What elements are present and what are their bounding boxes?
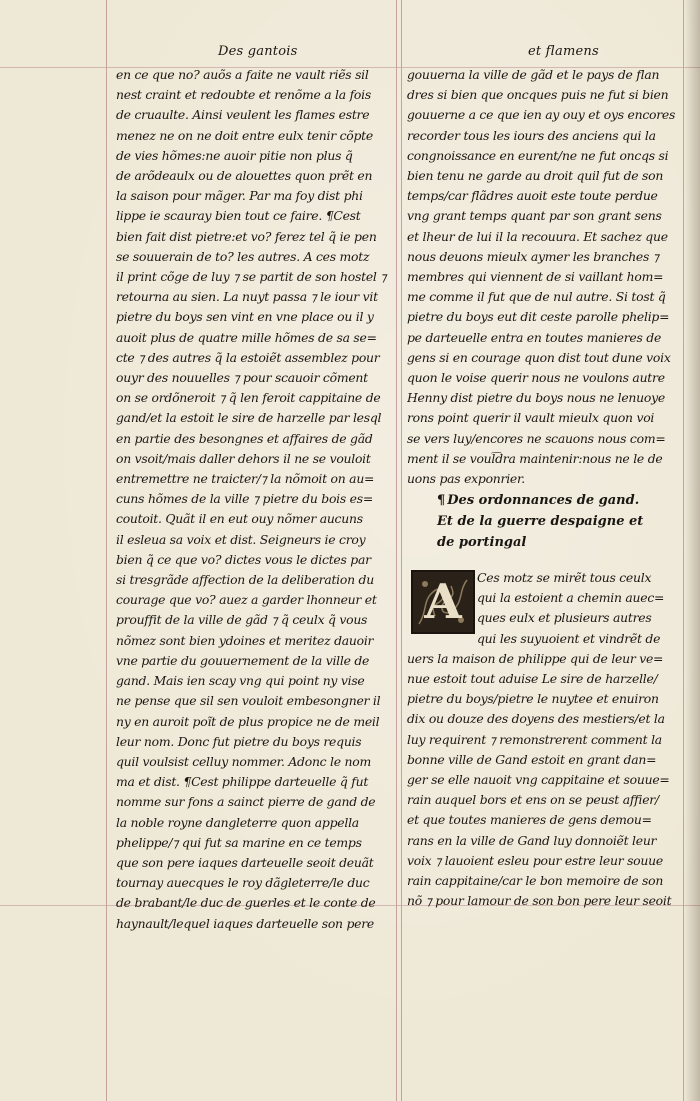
text-line: uons pas exponrier. (407, 471, 525, 487)
text-line: nõ ⁊ pour lamour de son bon pere leur seoit (407, 893, 672, 909)
text-line: vne partie du gouuernement de la ville de (116, 652, 370, 668)
text-line: rain auquel bors et ens on se peust affier/ (407, 792, 659, 808)
text-line: de arõdeaulx ou de alouettes quon prẽt en (116, 168, 373, 184)
gutter-rule-right (401, 0, 402, 1101)
running-header-left: Des gantois (218, 44, 298, 59)
text-line: gand. Mais ien scay vng qui point ny vise (116, 673, 365, 689)
text-line: ma et dist. ¶Cest philippe darteuelle q̃ fut (116, 774, 369, 790)
text-line: retourna au sien. La nuyt passa ⁊ le iour vit (116, 289, 378, 305)
text-line: prouffit de la ville de gãd ⁊ q̃ ceulx q̃ vous (116, 612, 368, 628)
text-line: de cruaulte. Ainsi veulent les flames estre (116, 107, 370, 123)
chapter-body-text (407, 568, 679, 911)
text-line: quon le voise querir nous ne voulons autre (407, 370, 665, 386)
text-line: ques eulx et plusieurs autres (477, 610, 652, 626)
text-line: rons point querir il vault mieulx quon voi (407, 410, 655, 426)
text-line: de brabant/le duc de guerles et le conte de (116, 895, 376, 911)
text-line: nous deuons mieulx aymer les branches ⁊ (407, 248, 659, 264)
text-line: qui les suyuoient et vindrẽt de (477, 630, 661, 646)
text-line: nue estoit tout aduise Le sire de harzelle/ (407, 671, 658, 687)
text-line: dix ou douze des doyens des mestiers/et la (407, 711, 665, 727)
chapter-heading-line: ¶ Des ordonnances de gand. (437, 490, 677, 511)
text-line: pe darteuelle entra en toutes manieres de (407, 329, 662, 345)
text-line: nõmez sont bien ydoines et meritez dauoir (116, 632, 374, 648)
text-line: se souuerain de to? les autres. A ces motz (116, 248, 370, 264)
text-line: membres qui viennent de si vaillant hom= (407, 269, 664, 285)
right-text-column (407, 65, 679, 489)
text-line: menez ne on ne doit entre eulx tenir cõpte (116, 127, 373, 143)
margin-rule-left (106, 0, 107, 1101)
text-line: bien q̃ ce que vo? dictes vous le dictes par (116, 551, 371, 567)
text-line: ny en auroit poĩt de plus propice ne de meil (116, 713, 380, 729)
text-line: congnoissance en eurent/ne ne fut oncqs si (407, 147, 669, 163)
text-line: on se ordõneroit ⁊ q̃ len feroit cappitaine de (116, 390, 381, 406)
text-line: cuns hõmes de la ville ⁊ pietre du bois es= (116, 491, 373, 507)
text-line: gouuerne a ce que ien ay ouy et oys encores (407, 107, 676, 123)
text-line: me comme il fut que de nul autre. Si tost q̃ (407, 289, 666, 305)
text-line: gens si en courage quon dist tout dune voix (407, 349, 671, 365)
text-line: leur nom. Donc fut pietre du boys requis (116, 733, 362, 749)
text-line: cte ⁊ des autres q̃ la estoiẽt assemblez pour (116, 349, 380, 365)
page-edge-shadow (684, 0, 700, 1101)
text-line: entremettre ne traicter/⁊ la nõmoit on au= (116, 471, 375, 487)
running-header-right: et flamens (528, 44, 599, 59)
text-line: voix ⁊ lauoient esleu pour estre leur souue (407, 852, 663, 868)
text-line: nomme sur fons a sainct pierre de gand de (116, 794, 376, 810)
text-line: pietre du boys eut dit ceste parolle phelip= (407, 309, 670, 325)
text-line: phelippe/⁊ qui fut sa marine en ce temps (116, 834, 362, 850)
text-line: gouuerna la ville de gãd et le pays de flan (407, 67, 660, 82)
text-line: et lheur de lui il la recouura. Et sachez que (407, 228, 668, 244)
text-line: pietre du boys/pietre le nuytee et enuiron (407, 691, 659, 707)
chapter-heading-line: Et de la guerre despaigne et (437, 514, 644, 530)
text-line: gand/et la estoit le sire de harzelle par lesql (116, 410, 382, 426)
text-line: bien fait dist pietre:et vo? ferez tel q̃ ie pen (116, 228, 377, 244)
text-line: ger se elle nauoit vng cappitaine et souue= (407, 772, 670, 788)
text-line: on vsoit/mais daller dehors il ne se vouloit (116, 450, 371, 466)
text-line: bonne ville de Gand estoit en grant dan= (407, 751, 657, 767)
text-line: il esleua sa voix et dist. Seigneurs ie croy (116, 531, 366, 547)
chapter-heading-line: de portingal (437, 535, 527, 551)
text-line: si tresgrãde affection de la deliberation du (116, 572, 374, 588)
text-line: courage que vo? auez a garder lhonneur et (116, 592, 377, 608)
text-line: que son pere iaques darteuelle seoit deuãt (116, 854, 374, 870)
text-line: se vers luy/encores ne scauons nous com= (407, 430, 666, 446)
text-line: bien tenu ne garde au droit quil fut de son (407, 168, 664, 184)
text-line: temps/car flãdres auoit este toute perdue (407, 188, 658, 204)
pilcrow-icon: ¶ (437, 493, 446, 508)
text-line: quil voulsist celluy nommer. Adonc le nom (116, 753, 371, 769)
text-line: Ces motz se mirẽt tous ceulx (477, 570, 652, 585)
text-line: auoit plus de quatre mille hõmes de sa se= (116, 329, 377, 345)
text-line: nest craint et redoubte et renõme a la fois (116, 87, 371, 103)
text-line: uers la maison de philippe qui de leur ve= (407, 650, 664, 666)
chapter-heading (437, 490, 677, 554)
text-line: en ce que no? auõs a faite ne vault riẽs sil (116, 67, 369, 82)
text-line: ouyr des nouuelles ⁊ pour scauoir cõment (116, 370, 368, 386)
text-line: la saison pour mãger. Par ma foy dist phi (116, 188, 363, 204)
text-line: la noble royne dangleterre quon appella (116, 814, 359, 830)
text-line: il print cõge de luy ⁊ se partit de son hostel ⁊ (116, 269, 387, 285)
text-line: haynault/lequel iaques darteuelle son pere (116, 915, 374, 931)
text-line: dres si bien que oncques puis ne fut si bien (407, 87, 669, 103)
text-line: et que toutes manieres de gens demou= (407, 812, 652, 828)
text-line: pietre du boys sen vint en vne place ou il y (116, 309, 374, 325)
text-line: ment il se voul͡dra maintenir:nous ne le de (407, 450, 663, 466)
text-line: ne pense que sil sen vouloit embesongner il (116, 693, 381, 709)
text-line: lippe ie scauray bien tout ce faire. ¶Cest (116, 208, 361, 224)
text-line: rans en la ville de Gand luy donnoiẽt leur (407, 832, 657, 848)
text-line: luy requirent ⁊ remonstrerent comment la (407, 731, 662, 747)
text-line: coutoit. Quãt il en eut ouy nõmer aucuns (116, 511, 363, 527)
text-line: Henny dist pietre du boys nous ne lenuoye (407, 390, 665, 406)
text-line: de vies hõmes:ne auoir pitie non plus q̃ (116, 147, 353, 163)
left-text-column (116, 65, 390, 934)
text-line: recorder tous les iours des anciens qui la (407, 127, 656, 143)
initial-letter: A (424, 574, 462, 630)
text-line: rain cappitaine/car le bon memoire de son (407, 873, 664, 889)
gutter-rule-left (396, 0, 397, 1101)
text-line: en partie des besongnes et affaires de gãd (116, 430, 373, 446)
text-line: vng grant temps quant par son grant sens (407, 208, 662, 224)
text-line: qui la estoient a chemin auec= (477, 590, 665, 606)
text-line: tournay auecques le roy dãgleterre/le duc (116, 875, 370, 891)
